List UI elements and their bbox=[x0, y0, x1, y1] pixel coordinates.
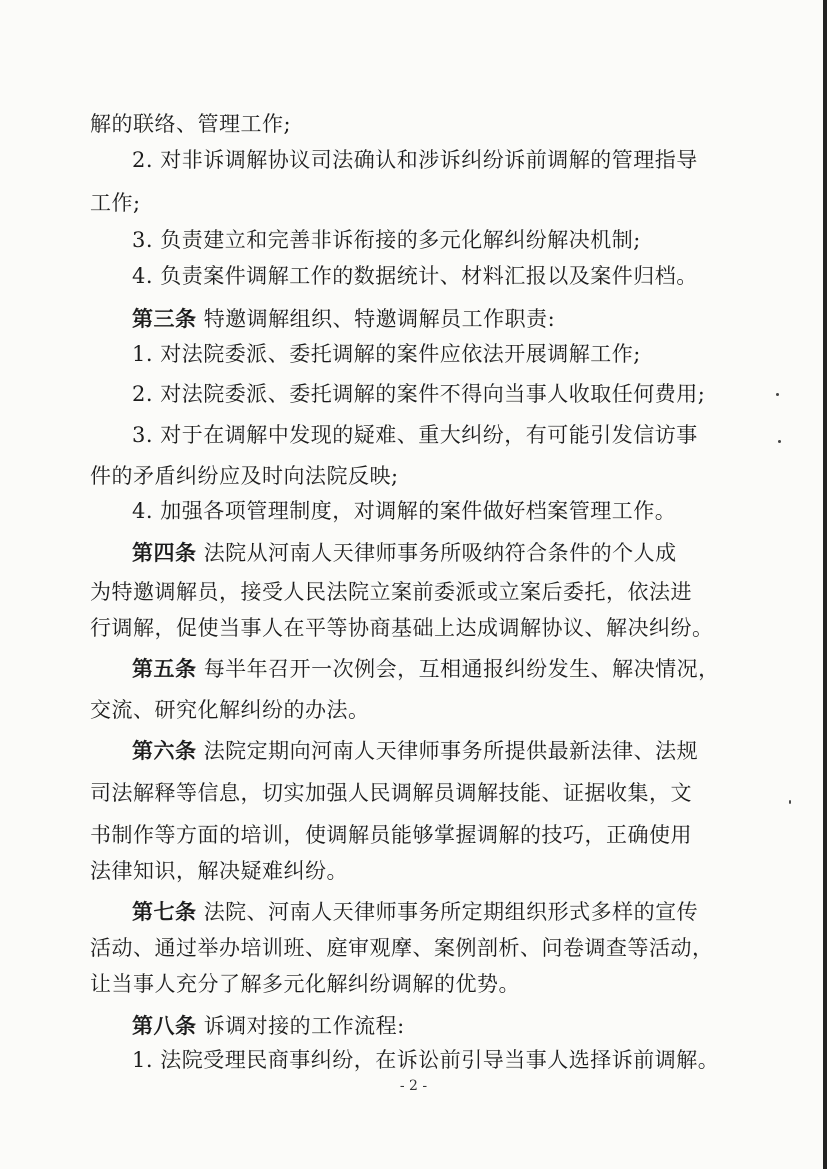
article-heading: 第八条 bbox=[132, 1013, 197, 1038]
line-text: 法院从河南人天律师事务所吸纳符合条件的个人成 bbox=[203, 541, 677, 565]
line-text: 行调解，促使当事人在平等协商基础上达成调解协议、解决纠纷。 bbox=[90, 616, 714, 640]
line-text: 工作; bbox=[90, 191, 141, 215]
article-heading: 第六条 bbox=[132, 738, 197, 763]
scan-speck bbox=[778, 440, 781, 443]
line-text: 书制作等方面的培训，使调解员能够掌握调解的技巧，正确使用 bbox=[90, 823, 692, 847]
line-text: 为特邀调解员，接受人民法院立案前委派或立案后委托，依法进 bbox=[90, 580, 692, 604]
paragraph-line bbox=[90, 614, 740, 642]
paragraph-line bbox=[90, 779, 740, 807]
article-paragraph-line bbox=[132, 539, 782, 567]
line-text: 3. 对于在调解中发现的疑难、重大纠纷，有可能引发信访事 bbox=[132, 423, 698, 447]
paragraph-line bbox=[132, 421, 782, 449]
article-heading: 第三条 bbox=[132, 306, 197, 331]
line-text: 特邀调解组织、特邀调解员工作职责: bbox=[203, 307, 556, 331]
line-text: 司法解释等信息，切实加强人民调解员调解技能、证据收集，文 bbox=[90, 781, 692, 805]
paragraph-line bbox=[132, 262, 782, 290]
scan-speck bbox=[789, 800, 791, 804]
paragraph-line bbox=[90, 821, 740, 849]
paragraph-line bbox=[132, 497, 782, 525]
paragraph-line bbox=[90, 857, 740, 885]
paragraph-line bbox=[132, 226, 782, 254]
paragraph-line bbox=[90, 110, 740, 138]
line-text: 3. 负责建立和完善非诉衔接的多元化解纠纷解决机制; bbox=[132, 228, 641, 252]
article-paragraph-line bbox=[132, 1012, 782, 1040]
paragraph-line bbox=[90, 934, 740, 962]
line-text: 2. 对非诉调解协议司法确认和涉诉纠纷诉前调解的管理指导 bbox=[132, 148, 698, 172]
paragraph-line bbox=[90, 970, 740, 998]
paragraph-line bbox=[132, 340, 782, 368]
article-heading: 第四条 bbox=[132, 540, 197, 565]
line-text: 让当事人充分了解多元化解纠纷调解的优势。 bbox=[90, 972, 520, 996]
article-paragraph-line bbox=[132, 305, 782, 333]
line-text: 交流、研究化解纠纷的办法。 bbox=[90, 698, 370, 722]
line-text: 解的联络、管理工作; bbox=[90, 112, 292, 136]
line-text: 2. 对法院委派、委托调解的案件不得向当事人收取任何费用; bbox=[132, 382, 706, 406]
article-heading: 第七条 bbox=[132, 899, 197, 924]
line-text: 1. 对法院委派、委托调解的案件应依法开展调解工作; bbox=[132, 342, 641, 366]
line-text: 件的矛盾纠纷应及时向法院反映; bbox=[90, 464, 399, 488]
paragraph-line bbox=[90, 696, 740, 724]
paragraph-line bbox=[90, 578, 740, 606]
line-text: 4. 加强各项管理制度，对调解的案件做好档案管理工作。 bbox=[132, 499, 677, 523]
article-heading: 第五条 bbox=[132, 656, 197, 681]
paragraph-line bbox=[90, 462, 740, 490]
page-number: - 2 - bbox=[399, 1078, 428, 1094]
article-paragraph-line bbox=[132, 737, 782, 765]
article-paragraph-line bbox=[132, 898, 782, 926]
line-text: 法院定期向河南人天律师事务所提供最新法律、法规 bbox=[203, 739, 699, 763]
line-text: 活动、通过举办培训班、庭审观摩、案例剖析、问卷调查等活动， bbox=[90, 936, 714, 960]
line-text: 诉调对接的工作流程: bbox=[203, 1014, 405, 1038]
line-text: 法院、河南人天律师事务所定期组织形式多样的宣传 bbox=[203, 900, 699, 924]
paragraph-line bbox=[90, 189, 740, 217]
paragraph-line bbox=[132, 1046, 782, 1074]
line-text: 每半年召开一次例会，互相通报纠纷发生、解决情况， bbox=[203, 657, 720, 681]
article-paragraph-line bbox=[132, 655, 782, 683]
line-text: 4. 负责案件调解工作的数据统计、材料汇报以及案件归档。 bbox=[132, 264, 698, 288]
paragraph-line bbox=[132, 380, 782, 408]
line-text: 1. 法院受理民商事纠纷，在诉讼前引导当事人选择诉前调解。 bbox=[132, 1048, 720, 1072]
line-text: 法律知识，解决疑难纠纷。 bbox=[90, 859, 348, 883]
paragraph-line bbox=[132, 146, 782, 174]
scan-speck bbox=[776, 393, 779, 396]
